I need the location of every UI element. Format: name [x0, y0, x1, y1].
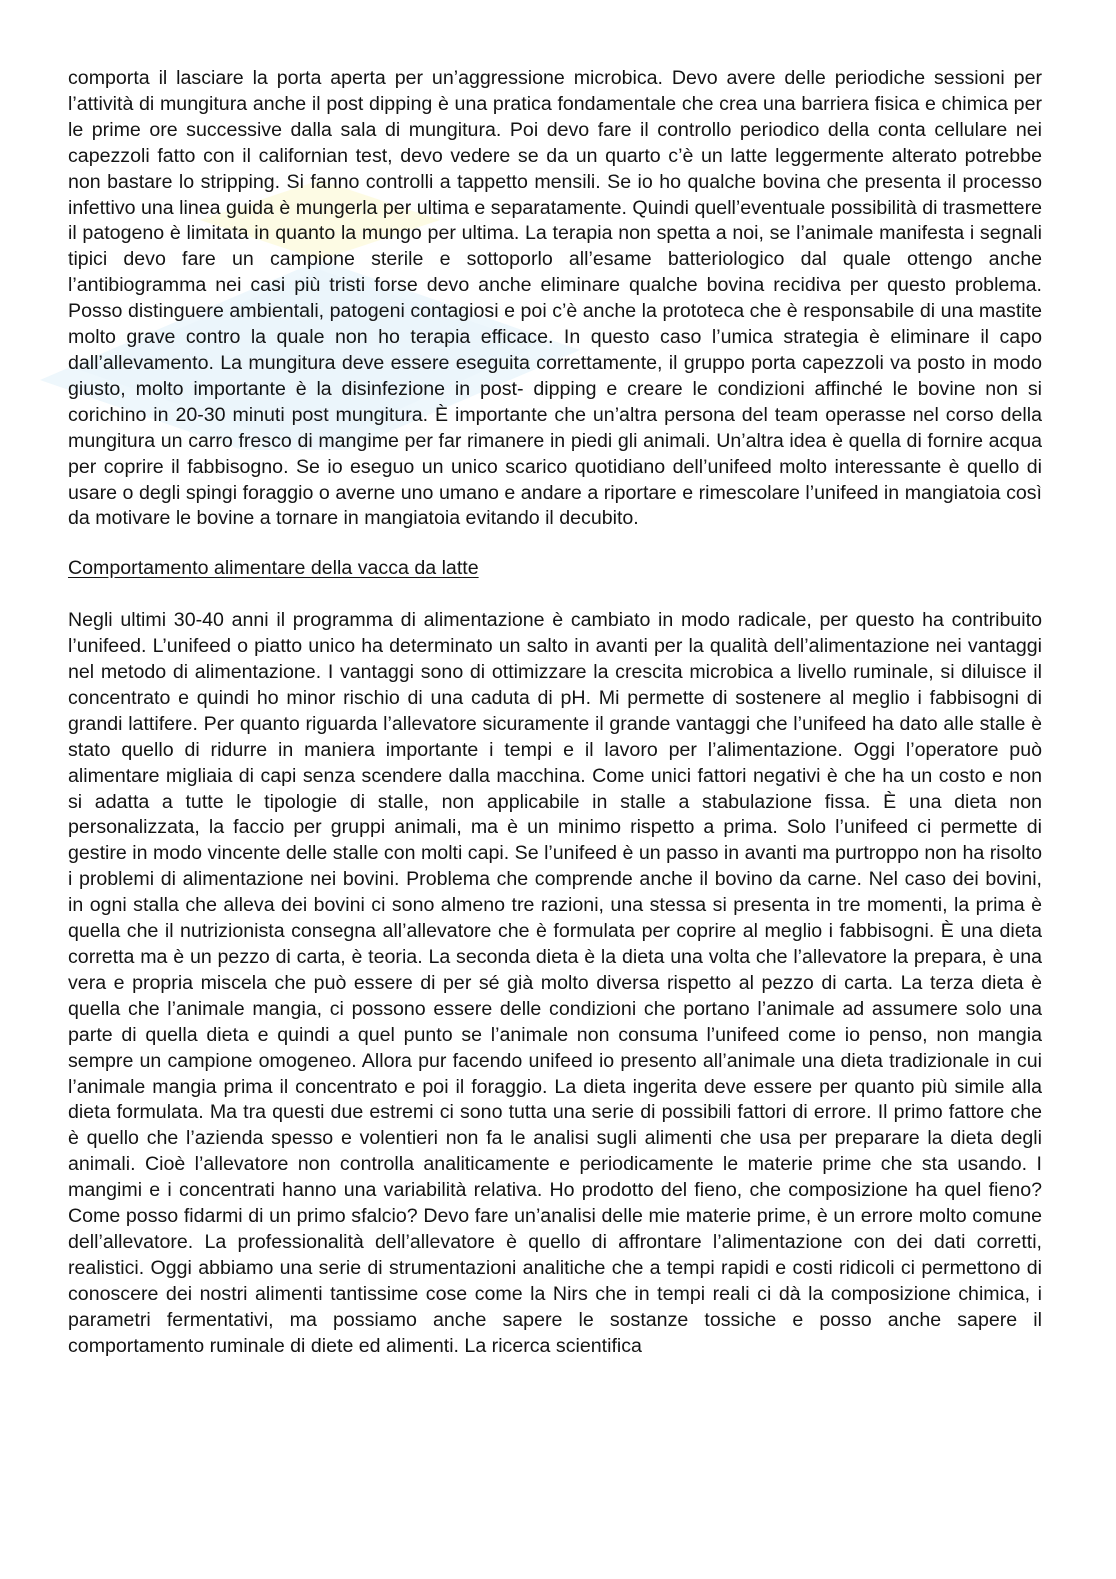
section-heading: Comportamento alimentare della vacca da latte: [68, 557, 479, 580]
document-body: [68, 66, 1042, 1360]
paragraph-mastitis-prevention: comporta il lasciare la porta aperta per un’aggressione microbica. Devo avere delle periodiche sessioni per l’attività di mungitura anche il post dipping è una pratica fondamentale che crea una barriera fisica e chimica per le prime ore successive dalla sala di mungitura. Poi devo fare il controllo periodico della conta cellulare nei capezzoli fatto con il californian test, devo vedere se da un quarto c’è un latte leggermente alterato potrebbe non bastare lo stripping. Si fanno controlli a tappetto mensili. Se io ho qualche bovina che presenta il processo infettivo una linea guida è mungerla per ultima e separatamente. Quindi quell’eventuale possibilità di trasmettere il patogeno è limitata in quanto la mungo per ultima. La terapia non spetta a noi, se l’animale manifesta i segnali tipici devo fare un campione sterile e sottoporlo all’esame batteriologico dal quale ottengo anche l’antibiogramma nei casi più tristi forse devo anche eliminare qualche bovina recidiva per questo problema. Posso distinguere ambientali, patogeni contagiosi e poi c’è anche la prototeca che è responsabile di una mastite molto grave contro la quale non ho terapia efficace. In questo caso l’umica strategia è eliminare il capo dall’allevamento. La mungitura deve essere eseguita correttamente, il gruppo porta capezzoli va posto in modo giusto, molto importante è la disinfezione in post- dipping e creare le condizioni affinché le bovine non si corichino in 20-30 minuti post mungitura. È importante che un’altra persona del team operasse nel corso della mungitura un carro fresco di mangime per far rimanere in piedi gli animali. Un’altra idea è quella di fornire acqua per coprire il fabbisogno. Se io eseguo un unico scarico quotidiano dell’unifeed molto interessante è quello di usare o degli spingi foraggio o averne uno umano e andare a riportare e rimescolare l’unifeed in mangiatoia così da motivare le bovine a tornare in mangiatoia evitando il decubito.: [68, 67, 1042, 530]
paragraph-feeding-behavior: Negli ultimi 30-40 anni il programma di alimentazione è cambiato in modo radicale, per questo ha contribuito l’unifeed. L’unifeed o piatto unico ha determinato un salto in avanti per la qualità dell’alimentazione nei vantaggi nel metodo di alimentazione. I vantaggi sono di ottimizzare la crescita microbica a livello ruminale, si diluisce il concentrato e quindi ho minor rischio di una caduta di pH. Mi permette di sostenere al meglio i fabbisogni di grandi lattifere. Per quanto riguarda l’allevatore sicuramente il grande vantaggi che l’unifeed ha dato alle stalle è stato quello di ridurre in maniera importante i tempi e il lavoro per l’alimentazione. Oggi l’operatore può alimentare migliaia di capi senza scendere dalla macchina. Come unici fattori negativi è che ha un costo e non si adatta a tutte le tipologie di stalle, non applicabile in stalle a stabulazione fissa. È una dieta non personalizzata, la faccio per gruppi animali, ma è un minimo rispetto a prima. Solo l’unifeed ci permette di gestire in modo vincente delle stalle con molti capi. Se l’unifeed è un passo in avanti ma purtroppo non ha risolto i problemi di alimentazione nei bovini. Problema che comprende anche il bovino da carne. Nel caso dei bovini, in ogni stalla che alleva dei bovini ci sono almeno tre razioni, una stessa si presenta in tre momenti, la prima è quella che il nutrizionista consegna all’allevatore che è formulata per coprire al meglio i fabbisogni. È una dieta corretta ma è un pezzo di carta, è teoria. La seconda dieta è la dieta una volta che l’allevatore la prepara, è una vera e propria miscela che può essere di per sé già molto diversa rispetto al pezzo di carta. La terza dieta è quella che l’animale mangia, ci possono essere delle condizioni che portano l’animale ad assumere solo una parte di quella dieta e quindi a quel punto se l’animale non consuma l’unifeed come io penso, non mangia sempre un campione omogeneo. Allora pur facendo unifeed io presento all’animale una dieta tradizionale in cui l’animale mangia prima il concentrato e poi il foraggio. La dieta ingerita deve essere per quanto più simile alla dieta formulata. Ma tra questi due estremi ci sono tutta una serie di possibili fattori di errore. Il primo fattore che è quello che l’azienda spesso e volentieri non fa le analisi sugli alimenti che usa per preparare la dieta degli animali. Cioè l’allevatore non controlla analiticamente e periodicamente le materie prime che sta usando. I mangimi e i concentrati hanno una variabilità relativa. Ho prodotto del fieno, che composizione ha quel fieno? Come posso fidarmi di un primo sfalcio? Devo fare un’analisi delle mie materie prime, è un errore molto comune dell’allevatore. La professionalità dell’allevatore è quello di affrontare l’alimentazione con dei dati corretti, realistici. Oggi abbiamo una serie di strumentazioni analitiche che a tempi rapidi e costi ridicoli ci permettono di conoscere dei nostri alimenti tantissime cose come la Nirs che in tempi reali ci dà la composizione chimica, i parametri fermentativi, ma possiamo anche sapere le sostanze tossiche e posso anche sapere il comportamento ruminale di diete ed alimenti. La ricerca scientifica: [68, 609, 1042, 1357]
